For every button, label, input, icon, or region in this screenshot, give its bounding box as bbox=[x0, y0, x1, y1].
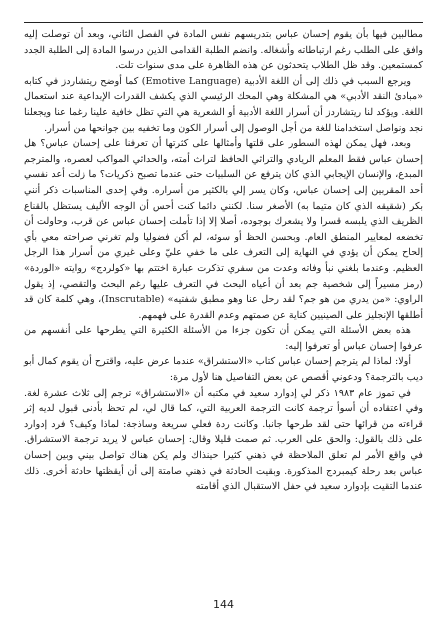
paragraph-2: ويرجع السبب في ذلك إلى أن اللغة الأدبية (Emotive Language) كما أوضح ريتشاردز في كتابه «مبادئ النقد الأدبي» هي المشكلة وهي المحك الرئيسي الذي يكشف القدرات الإبداعية عند استعمال اللغة. ويؤكد لنا ريتشاردز أن أسرار اللغة الأدبية أو الشعرية هي التي تظل خافية علينا رغما عنا ويجعلنا نجد ونواصل استخدامنا للغة من أجل الوصول إلى أسرار الكون وما تخفيه بين جوانحها من أسرار. bbox=[24, 75, 423, 134]
paragraph-4: هذه بعض الأسئلة التي يمكن أن تكون جزءا من الأسئلة الكثيرة التي يطرحها على أنفسهم من عرفوا إحسان عباس أو تعرفوا إليه: bbox=[24, 325, 423, 352]
header-rule bbox=[24, 22, 423, 23]
paragraph-6: في تموز عام ١٩٨٣ ذكر لي إدوارد سعيد في مكتبه أن «الاستشراق» ترجم إلى ثلاث عشرة لغة. وفي اعتقاده أن أسوأ ترجمة كانت الترجمة العربية التي، كما قال لي، لم تحظ بأدنى قبول لديه إثر قراءته من قرائها حتى لقد طرحها جانبا. وكانت ردة فعلي سريعة وساذجة: لماذا وكيف؟ فرد إدوارد على ذلك بالقول: والحق على العرب. ثم صمت قليلا وقال: إحسان عباس لا يريد ترجمة الاستشراق. في واقع الأمر لم تعلق الملاحظة في ذهني كثيرا حينذاك ولم يكن هناك تواصل بيني وبين إحسان عباس بعد رحلة كيمبردج المذكورة. وبقيت الحادثة في ذهني صامتة إلى أن أيقظتها حادثة أخرى. ذلك عندما التقيت بإدوارد سعيد في حفل الاستقبال الذي أقامته bbox=[24, 387, 423, 493]
paragraph-1: مطالبين فيها بأن يقوم إحسان عباس بتدريسهم نفس المادة في الفصل الثاني، وبعد أن توصلت إليه وافق على الطلب رغم ارتباطاته وأشغاله. وانضم الطلبة القدامى الذين درسوا المادة إلى الطلبة الجدد كمستمعين. وقد ظل الطلاب يتحدثون عن هذه الظاهرة على مدى سنوات تلت. bbox=[24, 29, 423, 72]
page-number: 144 bbox=[213, 598, 234, 611]
paragraph-5: أولا: لماذا لم يترجم إحسان عباس كتاب «الاستشراق» عندما عرض عليه، واقترح أن يقوم كمال أبو ديب بالترجمة؟ ودعوني أقصص عن بعض التفاصيل هنا لأول مرة: bbox=[24, 356, 423, 384]
paragraph-3: وبعد، فهل يمكن لهذه السطور على قلتها وأمثالها على كثرتها أن تعرفنا على إحسان عباس؟ هل إحسان عباس فقط المعلم الريادي والتراثي الحافظ لتراث أمته، والحداثي المواكب لعصره، والمترجم المبدع، والإنسان الإيجابي الذي كان يترفع عن السلبيات حتى عندما تصبح ذكريات؟ ما زلت أعد نفسي أحد المقربين إلى إحسان عباس، وكان يسر إلي بالكثير من أسراره. وفي إحدى المناسبات ذكر أنني بكر (شقيقه الذي كان متيما به) الأصغر سنا. لكنني دائما كنت أحس أن الوجه الأليف يستظل بالقناع الظريف الذي يلبسه قسرا ولا يشعرك بوجوده، أصلا إلا إذا تأملت إحسان عباس عن قرب، وحاولت أن تخضعه لمعايير المنطق العام. وبحسن الحظ أو سوئه، لم أكن فضوليا ولم تغرني صراحته معي بأي إلحاح يمكن أن يؤدي في النهاية إلى التعرف على ما خفي عليّ وعلى غيري من أسرار هذا الرجل العظيم. وعندما بلغني نبأ وفاته وعدت من سفري تذكرت عبارة اختتم بها «كولردج» روايته «الوردة» (رمز مسيراً إلى شخصية جم بعد أن أعياه البحث في التعرف عليها رغم البحث والتقصي، إذ يقول الراوي: «من يدري من هو جم؟ لقد رحل عنا وهو مطبق شفتيه» (Inscrutable)، وهي كلمة كان قد أطلقها الإنجليز على الصينيين كناية عن صمتهم وعدم القدرة على فهمهم. bbox=[24, 138, 423, 321]
document-page bbox=[24, 22, 423, 622]
